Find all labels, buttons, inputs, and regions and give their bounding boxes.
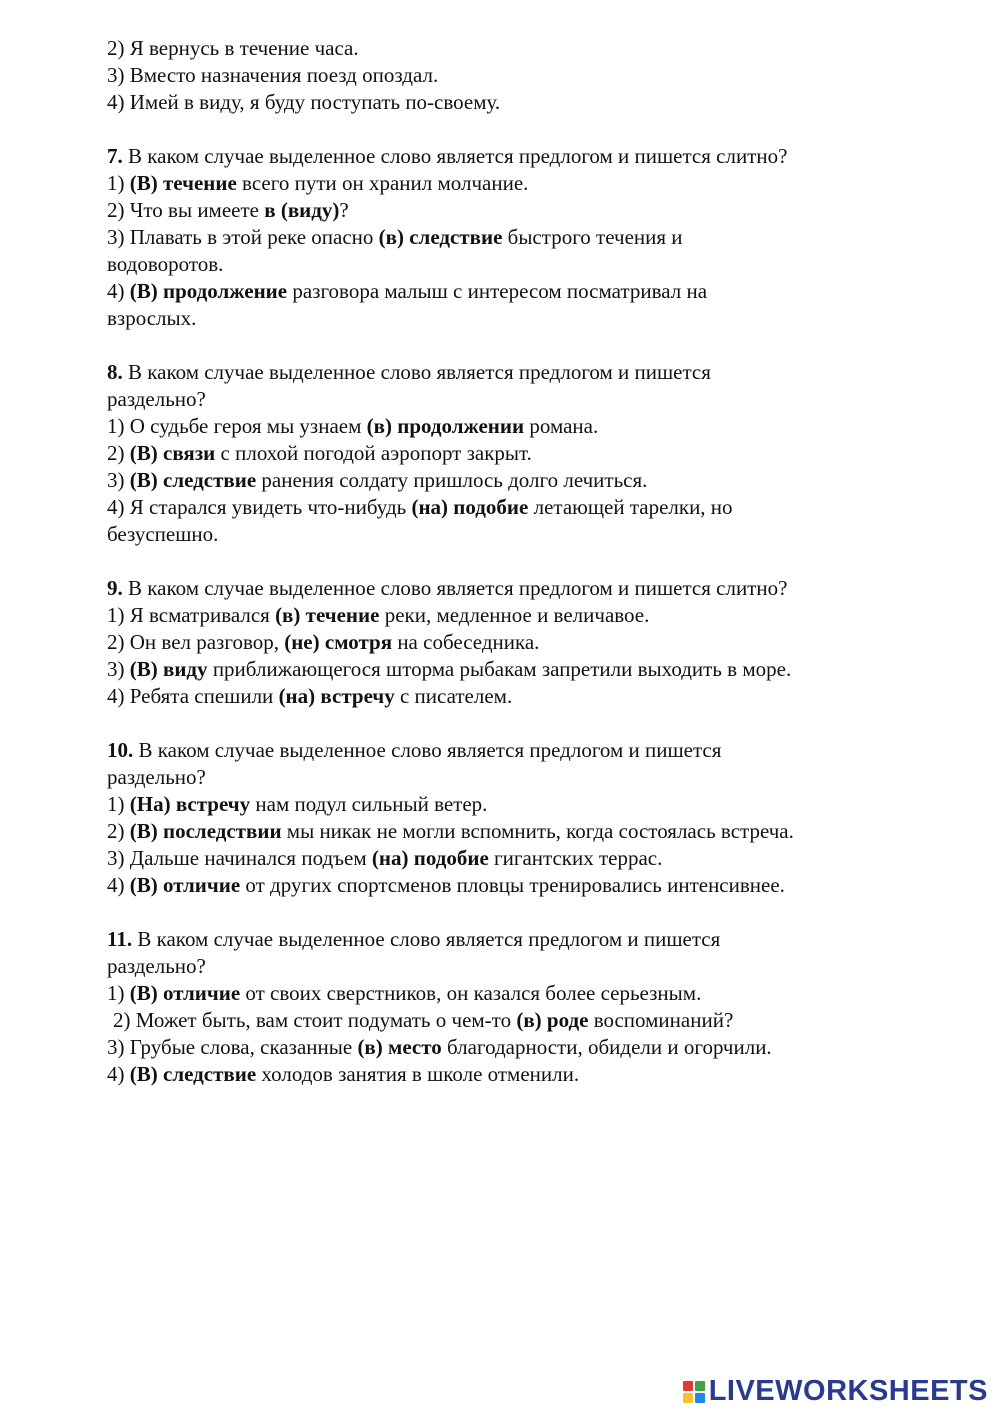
answer-option: 3) Дальше начинался подъем (на) подобие гигантских террас.: [107, 846, 663, 870]
highlighted-word: (В) течение: [129, 171, 237, 195]
answer-option: 1) (На) встречу нам подул сильный ветер.: [107, 792, 488, 816]
answer-option: 4) (В) следствие холодов занятия в школе отменили.: [107, 1062, 580, 1086]
question-number: 9.: [107, 576, 123, 600]
previous-question-tail: [107, 35, 897, 116]
highlighted-word: (в) роде: [516, 1008, 589, 1032]
logo-square: [683, 1393, 693, 1403]
highlighted-word: (на) подобие: [371, 846, 489, 870]
answer-option: 3) (В) следствие ранения солдату пришлось долго лечиться.: [107, 468, 648, 492]
question-text: 7. В каком случае выделенное слово является предлогом и пишется слитно?: [107, 144, 788, 168]
logo-square: [695, 1381, 705, 1391]
answer-option: 2) (В) связи с плохой погодой аэропорт закрыт.: [107, 441, 532, 465]
highlighted-word: (В) последствии: [129, 819, 282, 843]
question-number: 7.: [107, 144, 123, 168]
question-text: 10. В каком случае выделенное слово является предлогом и пишется раздельно?: [107, 738, 722, 789]
question-text: 8. В каком случае выделенное слово является предлогом и пишется раздельно?: [107, 360, 711, 411]
answer-option: 1) (В) течение всего пути он хранил молчание.: [107, 171, 529, 195]
question-number: 11.: [107, 927, 133, 951]
highlighted-word: (на) подобие: [411, 495, 529, 519]
question-9: [107, 575, 897, 710]
highlighted-word: (В) следствие: [129, 1062, 257, 1086]
highlighted-word: (в) место: [357, 1035, 442, 1059]
answer-option: 3) Грубые слова, сказанные (в) место благодарности, обидели и огорчили.: [107, 1035, 772, 1059]
highlighted-word: (В) отличие: [129, 981, 241, 1005]
answer-option: 1) О судьбе героя мы узнаем (в) продолжении романа.: [107, 414, 599, 438]
highlighted-word: (в) следствие: [378, 225, 503, 249]
question-7: [107, 143, 897, 332]
highlighted-word: (В) связи: [129, 441, 216, 465]
highlighted-word: (не) смотря: [284, 630, 393, 654]
answer-option: 2) Я вернусь в течение часа.: [107, 36, 359, 60]
liveworksheets-logo-icon: [683, 1381, 705, 1403]
answer-option: 2) Он вел разговор, (не) смотря на собеседника.: [107, 630, 540, 654]
answer-option: 4) (В) отличие от других спортсменов пловцы тренировались интенсивнее.: [107, 873, 785, 897]
question-text: 11. В каком случае выделенное слово является предлогом и пишется раздельно?: [107, 927, 721, 978]
question-11: [107, 926, 897, 1088]
answer-option: 3) Плавать в этой реке опасно (в) следствие быстрого течения и водоворотов.: [107, 225, 683, 276]
question-text: 9. В каком случае выделенное слово является предлогом и пишется слитно?: [107, 576, 788, 600]
answer-option: 3) (В) виду приближающегося шторма рыбакам запретили выходить в море.: [107, 657, 792, 681]
logo-square: [683, 1381, 693, 1391]
answer-option: 3) Вместо назначения поезд опоздал.: [107, 63, 439, 87]
question-number: 10.: [107, 738, 134, 762]
answer-option: 4) Я старался увидеть что-нибудь (на) подобие летающей тарелки, но безуспешно.: [107, 495, 733, 546]
question-10: [107, 737, 897, 899]
highlighted-word: (в) продолжении: [366, 414, 525, 438]
highlighted-word: (На) встречу: [129, 792, 251, 816]
question-8: [107, 359, 897, 548]
highlighted-word: (В) следствие: [129, 468, 257, 492]
liveworksheets-logo[interactable]: [683, 1375, 988, 1407]
answer-option: 2) Что вы имеете в (виду)?: [107, 198, 349, 222]
highlighted-word: (В) отличие: [129, 873, 241, 897]
answer-option: 2) (В) последствии мы никак не могли вспомнить, когда состоялась встреча.: [107, 819, 794, 843]
answer-option: 4) Ребята спешили (на) встречу с писателем.: [107, 684, 513, 708]
answer-option: 2) Может быть, вам стоит подумать о чем-то (в) роде воспоминаний?: [113, 1008, 734, 1032]
answer-option: 4) (В) продолжение разговора малыш с интересом посматривал на взрослых.: [107, 279, 708, 330]
highlighted-word: (в) течение: [275, 603, 380, 627]
highlighted-word: (В) виду: [129, 657, 208, 681]
logo-square: [695, 1393, 705, 1403]
highlighted-word: (на) встречу: [278, 684, 395, 708]
answer-option: 4) Имей в виду, я буду поступать по-своему.: [107, 90, 501, 114]
answer-option: 1) (В) отличие от своих сверстников, он казался более серьезным.: [107, 981, 702, 1005]
worksheet-page: [107, 35, 897, 1115]
liveworksheets-logo-text: LIVEWORKSHEETS: [708, 1375, 988, 1407]
answer-option: 1) Я всматривался (в) течение реки, медленное и величавое.: [107, 603, 650, 627]
question-number: 8.: [107, 360, 123, 384]
highlighted-word: (В) продолжение: [129, 279, 288, 303]
highlighted-word: в (виду): [264, 198, 340, 222]
